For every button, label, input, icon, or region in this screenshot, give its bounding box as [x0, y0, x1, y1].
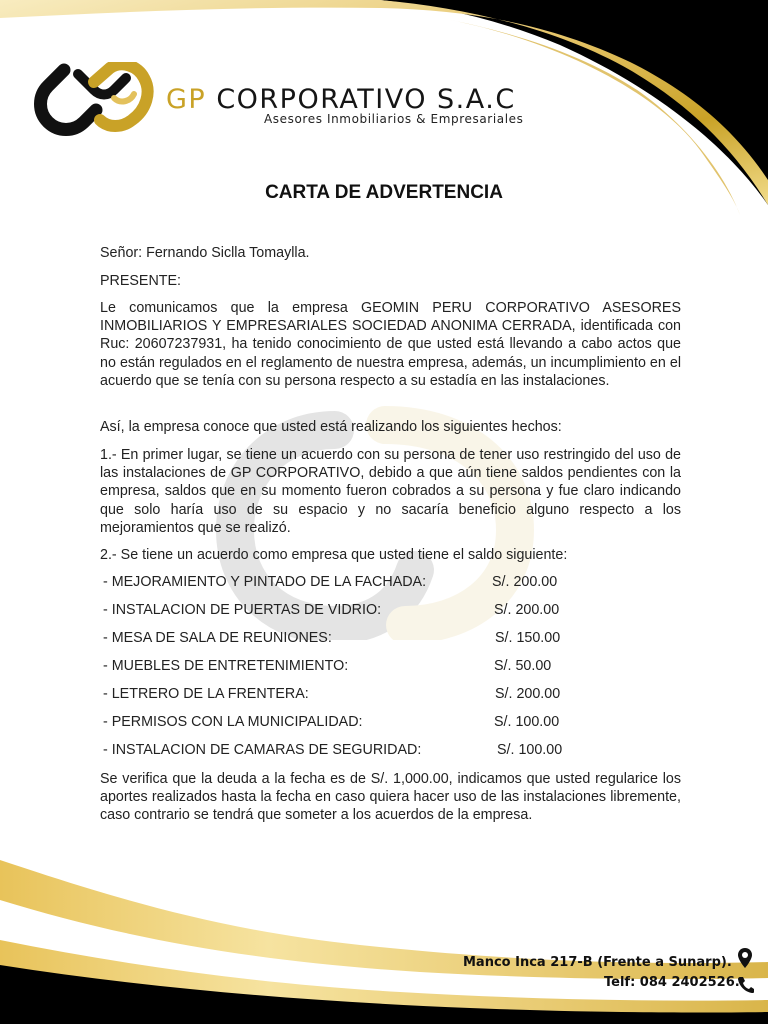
- company-tagline: Asesores Inmobiliarios & Empresariales: [264, 112, 524, 126]
- paragraph-facts-intro: Así, la empresa conoce que usted está realizando los siguientes hechos:: [100, 419, 562, 435]
- balance-item-amount: S/. 200.00: [495, 686, 561, 702]
- company-name-rest: CORPORATIVO S.A.C: [216, 84, 516, 115]
- balance-item-label: - LETRERO DE LA FRENTERA:: [103, 686, 309, 702]
- company-name-prefix: GP: [166, 84, 207, 115]
- balance-item-label: - INSTALACION DE CAMARAS DE SEGURIDAD:: [103, 742, 422, 758]
- balance-item-amount: S/. 100.00: [494, 714, 560, 730]
- presente-line: PRESENTE:: [100, 273, 182, 289]
- company-logo-icon: [34, 62, 158, 140]
- balance-item-amount: S/. 50.00: [494, 658, 552, 674]
- footer-address: Manco Inca 217-B (Frente a Sunarp).: [463, 955, 732, 970]
- paragraph-point-1: 1.- En primer lugar, se tiene un acuerdo con su persona de tener uso restringido del uso de las instalaciones de GP CORPORATIVO, debido a que aún tiene saldos pendientes con la empresa, saldos que en su momento fueron cobrados a su persona y fue claro indicando que solo haría uso de su espacio y no sacaría beneficio alguno respecto a los mejoramientos que se realizó.: [100, 447, 681, 536]
- balance-item-label: - MEJORAMIENTO Y PINTADO DE LA FACHADA:: [103, 574, 427, 590]
- balance-item-label: - PERMISOS CON LA MUNICIPALIDAD:: [103, 714, 363, 730]
- balance-item-label: - MESA DE SALA DE REUNIONES:: [103, 630, 332, 646]
- location-pin-icon: [737, 947, 753, 969]
- balance-item-amount: S/. 150.00: [495, 630, 561, 646]
- paragraph-conclusion: Se verifica que la deuda a la fecha es de S/. 1,000.00, indicamos que usted regularice los aportes realizados hasta la fecha en caso quiera hacer uso de las instalaciones libremente, caso contrario se tendrá que someter a los acuerdos de la empresa.: [100, 771, 681, 824]
- balance-item-amount: S/. 200.00: [492, 574, 558, 590]
- balance-item-label: - MUEBLES DE ENTRETENIMIENTO:: [103, 658, 349, 674]
- paragraph-intro: Le comunicamos que la empresa GEOMIN PERU CORPORATIVO ASESORES INMOBILIARIOS Y EMPRESARIALES SOCIEDAD ANONIMA CERRADA, identificada con Ruc: 20607237931, ha tenido conocimiento de que usted está llevando a cabo actos que no están regulados en el reglamento de nuestra empresa, además, un incumplimiento en el acuerdo que se tenía con su persona respecto a su estadía en las instalaciones.: [100, 300, 681, 389]
- balance-item-amount: S/. 100.00: [497, 742, 563, 758]
- letter-title: CARTA DE ADVERTENCIA: [265, 182, 503, 203]
- salutation: Señor: Fernando Siclla Tomaylla.: [100, 245, 310, 261]
- balance-item-amount: S/. 200.00: [494, 602, 560, 618]
- company-name: [166, 84, 516, 115]
- balance-item-label: - INSTALACION DE PUERTAS DE VIDRIO:: [103, 602, 382, 618]
- paragraph-point-2: 2.- Se tiene un acuerdo como empresa que usted tiene el saldo siguiente:: [100, 547, 568, 563]
- footer-phone: Telf: 084 2402526.: [604, 975, 740, 990]
- phone-icon: [737, 976, 755, 994]
